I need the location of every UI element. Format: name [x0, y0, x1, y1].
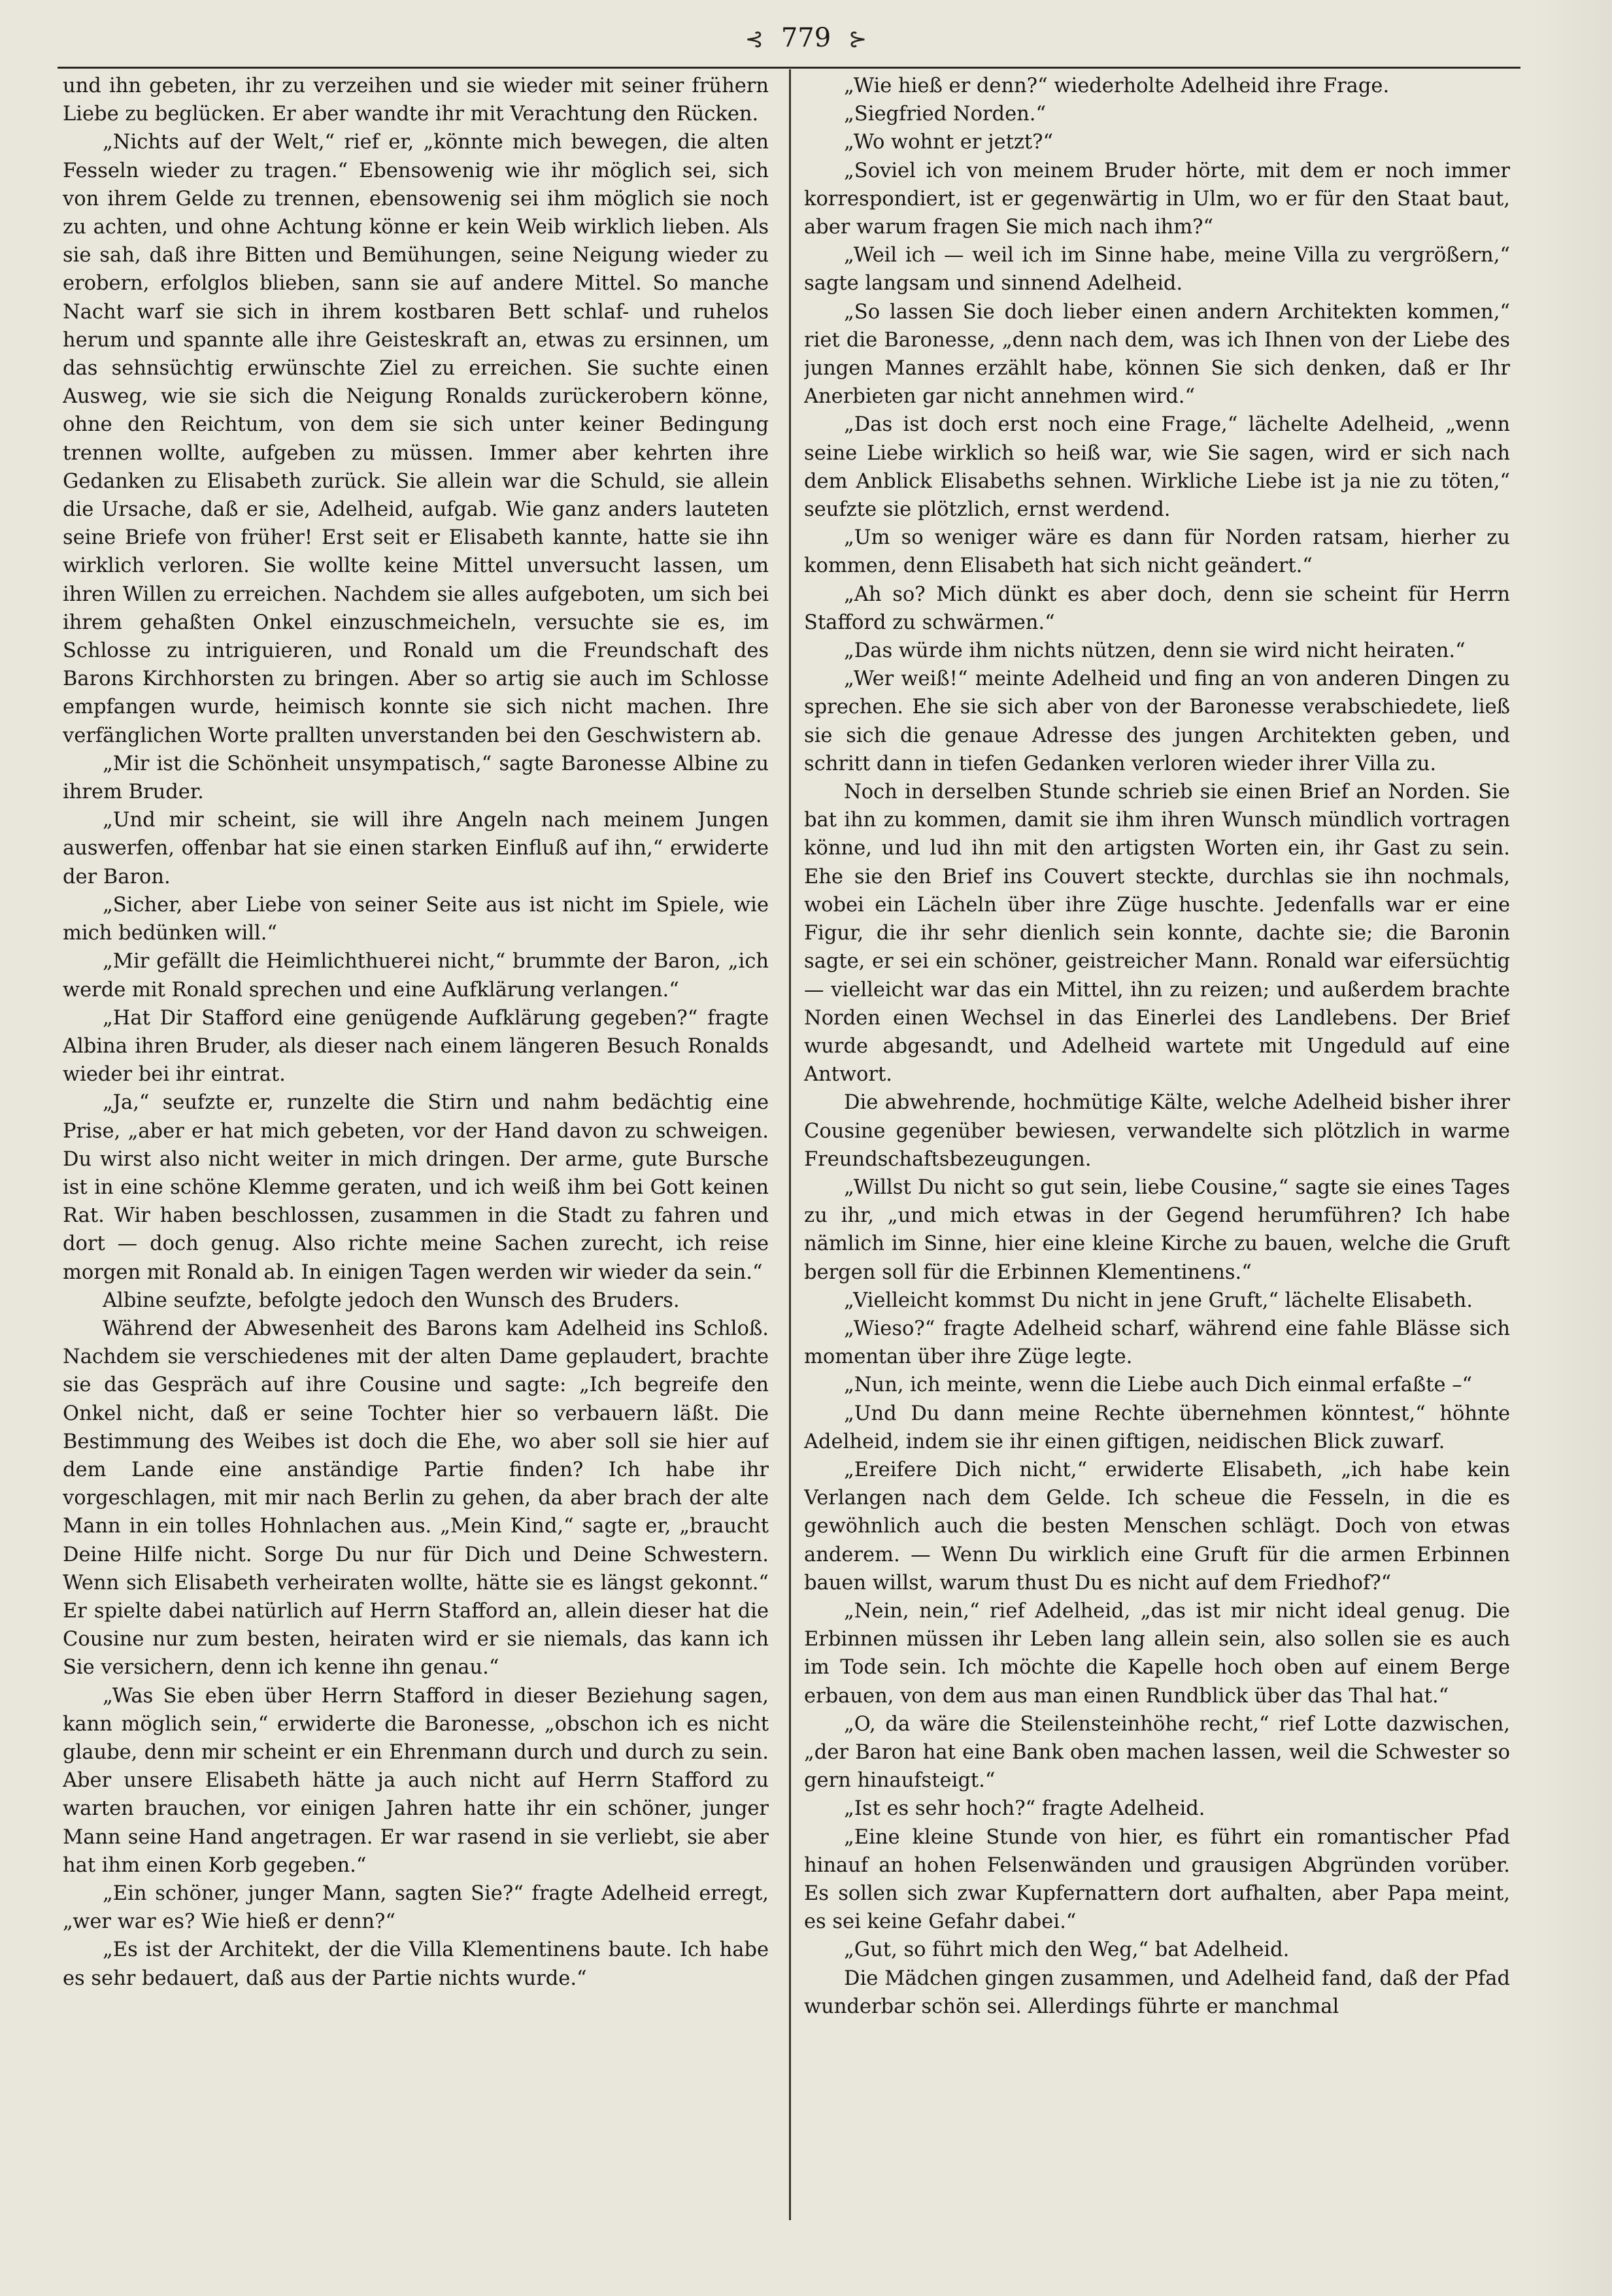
paragraph: „Hat Dir Stafford eine genügende Aufklärung gegeben?“ fragte Albina ihren Bruder, als dieser nach einem längeren Besuch Ronalds wieder bei ihr eintrat. [63, 1006, 769, 1087]
paragraph: „Es ist der Architekt, der die Villa Klementinens baute. Ich habe es sehr bedauert, daß aus der Partie nichts wurde.“ [63, 1938, 769, 1990]
column-divider [789, 69, 791, 2220]
paragraph: „Weil ich — weil ich im Sinne habe, meine Villa zu vergrößern,“ sagte langsam und sinnend Adelheid. [804, 244, 1510, 295]
paragraph: „So lassen Sie doch lieber einen andern Architekten kommen,“ riet die Baronesse, „denn nach dem, was ich Ihnen von der Liebe des jungen Mannes erzählt habe, können Sie sich denken, daß er Ihr Anerbieten gar nicht annehmen wird.“ [804, 300, 1510, 409]
paragraph: „Willst Du nicht so gut sein, liebe Cousine,“ sagte sie eines Tages zu ihr, „und mich etwas in der Gegend herumführen? Ich habe nämlich im Sinne, hier eine kleine Kirche zu bauen, welche die Gruft bergen soll für die Erbinnen Klementinens.“ [804, 1175, 1510, 1284]
paragraph: „Nichts auf der Welt,“ rief er, „könnte mich bewegen, die alten Fesseln wieder zu tragen.“ Ebensowenig wie ihr möglich sei, sich von ihrem Gelde zu trennen, ebensowenig sei ihm möglich sie noch zu achten, und ohne Achtung könne er kein Weib wirklich lieben. Als sie sah, daß ihre Bitten und Bemühungen, seine Neigung wieder zu erobern, erfolglos blieben, sann sie auf andere Mittel. So manche Nacht warf sie sich in ihrem kostbaren Bett schlaf- und ruhelos herum und spannte alle ihre Geisteskraft an, etwas zu ersinnen, um das sehnsüchtig erwünschte Ziel zu erreichen. Sie suchte einen Ausweg, wie sie sich die Neigung Ronalds zurückerobern könne, ohne den Reichtum, von dem sie sich unter keiner Bedingung trennen wollte, aufgeben zu müssen. Immer aber kehrten ihre Gedanken zu Elisabeth zurück. Sie allein war die Schuld, sie allein die Ursache, daß er sie, Adelheid, aufgab. Wie ganz anders lauteten seine Briefe von früher! Erst seit er Elisabeth kannte, hatte sie ihn wirklich verloren. Sie wollte keine Mittel unversucht lassen, um ihren Willen zu erreichen. Nachdem sie alles aufgeboten, um sich bei ihrem gehaßten Onkel einzuschmeicheln, versuchte sie es, im Schlosse zu intriguieren, und Ronald um die Freundschaft des Barons Kirchhorsten zu bringen. Aber so artig sie auch im Schlosse empfangen wurde, heimisch konnte sie sich nicht machen. Ihre verfänglichen Worte prallten unverstanden bei den Geschwistern ab. [63, 131, 769, 747]
paragraph: „Ein schöner, junger Mann, sagten Sie?“ fragte Adelheid erregt, „wer war es? Wie hieß er denn?“ [63, 1882, 769, 1934]
paragraph: „Ist es sehr hoch?“ fragte Adelheid. [844, 1797, 1205, 1821]
paragraph: „Nein, nein,“ rief Adelheid, „das ist mir nicht ideal genug. Die Erbinnen müssen ihr Leben lang allein sein, also sollen sie es auch im Tode sein. Ich möchte die Kapelle hoch oben auf einem Berge erbauen, von dem aus man einen Rundblick über das Thal hat.“ [804, 1599, 1510, 1708]
paragraph: „Wieso?“ fragte Adelheid scharf, während eine fahle Blässe sich momentan über ihre Züge legte. [804, 1317, 1510, 1369]
paragraph: „Ah so? Mich dünkt es aber doch, denn sie scheint für Herrn Stafford zu schwärmen.“ [804, 582, 1510, 634]
paragraph: Die abwehrende, hochmütige Kälte, welche Adelheid bisher ihrer Cousine gegenüber bewiesen, verwandelte sich plötzlich in warme Freundschaftsbezeugungen. [804, 1091, 1510, 1171]
paragraph: „Das ist doch erst noch eine Frage,“ lächelte Adelheid, „wenn seine Liebe wirklich so heiß war, wie Sie sagen, wird er sich nach dem Anblick Elisabeths sehnen. Wirkliche Liebe ist ja nie zu töten,“ seufzte sie plötzlich, ernst werdend. [804, 413, 1510, 522]
left-column [63, 72, 769, 2223]
ornament-left-icon: ⊰ [745, 26, 764, 52]
paragraph: „Ereifere Dich nicht,“ erwiderte Elisabeth, „ich habe kein Verlangen nach dem Gelde. Ich scheue die Fesseln, in die es gewöhnlich auch die besten Menschen schlägt. Doch von etwas anderem. — Wenn Du wirklich eine Gruft für die armen Erbinnen bauen willst, warum thust Du es nicht auf dem Friedhof?“ [804, 1458, 1510, 1595]
paragraph: „Und mir scheint, sie will ihre Angeln nach meinem Jungen auswerfen, offenbar hat sie einen starken Einfluß auf ihn,“ erwiderte der Baron. [63, 809, 769, 888]
page-edge-shade [1534, 0, 1612, 2296]
paragraph: „Soviel ich von meinem Bruder hörte, mit dem er noch immer korrespondiert, ist er gegenwärtig in Ulm, wo er für den Staat baut, aber warum fragen Sie mich nach ihm?“ [804, 159, 1510, 239]
paragraph: Während der Abwesenheit des Barons kam Adelheid ins Schloß. Nachdem sie verschiedenes mit der alten Dame geplaudert, brachte sie das Gespräch auf ihre Cousine und sagte: „Ich begreife den Onkel nicht, daß er seine Tochter hier so verbauern läßt. Die Bestimmung des Weibes ist doch die Ehe, wo aber soll sie hier auf dem Lande eine anständige Partie finden? Ich habe ihr vorgeschlagen, mit mir nach Berlin zu gehen, da aber brach der alte Mann in ein tolles Hohnlachen aus. „Mein Kind,“ sagte er, „braucht Deine Hilfe nicht. Sorge Du nur für Dich und Deine Schwestern. Wenn sich Elisabeth verheiraten wollte, hätte sie es längst gekonnt.“ Er spielte dabei natürlich auf Herrn Stafford an, allein dieser hat die Cousine nur zum besten, heiraten wird er sie niemals, das kann ich Sie versichern, denn ich kenne ihn genau.“ [63, 1317, 769, 1680]
paragraph: „Das würde ihm nichts nützen, denn sie wird nicht heiraten.“ [844, 639, 1466, 663]
paragraph: „Wer weiß!“ meinte Adelheid und fing an von anderen Dingen zu sprechen. Ehe sie sich aber von der Baronesse verabschiedete, ließ sie sich die genaue Adresse des jungen Architekten geben, und schritt dann in tiefen Gedanken verloren wieder ihrer Villa zu. [804, 667, 1510, 775]
paragraph: Albine seufzte, befolgte jedoch den Wunsch des Bruders. [103, 1289, 680, 1312]
paragraph: „Wo wohnt er jetzt?“ [844, 131, 1054, 154]
page-number: 779 [781, 23, 831, 53]
paragraph: „Wie hieß er denn?“ wiederholte Adelheid ihre Frage. [844, 75, 1390, 97]
paragraph: „Nun, ich meinte, wenn die Liebe auch Dich einmal erfaßte –“ [844, 1374, 1473, 1397]
ornament-right-icon: ⊱ [848, 26, 867, 52]
paragraph: Die Mädchen gingen zusammen, und Adelheid fand, daß der Pfad wunderbar schön sei. Allerdings führte er manchmal [804, 1967, 1510, 2018]
paragraph: „Was Sie eben über Herrn Stafford in dieser Beziehung sagen, kann möglich sein,“ erwiderte die Baronesse, „obschon ich es nicht glaube, denn mir scheint er ein Ehrenmann durch und durch zu sein. Aber unsere Elisabeth hätte ja auch nicht auf Herrn Stafford zu warten brauchen, vor einigen Jahren hatte ihr ein schöner, junger Mann seine Hand angetragen. Er war rasend in sie verliebt, sie aber hat ihm einen Korb gegeben.“ [63, 1684, 769, 1877]
paragraph: „Vielleicht kommst Du nicht in jene Gruft,“ lächelte Elisabeth. [844, 1289, 1473, 1312]
header-rule [58, 67, 1520, 69]
paragraph: „Und Du dann meine Rechte übernehmen könntest,“ höhnte Adelheid, indem sie ihr einen giftigen, neidischen Blick zuwarf. [804, 1402, 1510, 1453]
paragraph: und ihn gebeten, ihr zu verzeihen und sie wieder mit seiner frühern Liebe zu beglücken. Er aber wandte ihr mit Verachtung den Rücken. [63, 75, 769, 126]
paragraph: „Sicher, aber Liebe von seiner Seite aus ist nicht im Spiele, wie mich bedünken will.“ [63, 893, 769, 945]
paragraph: „Ja,“ seufzte er, runzelte die Stirn und nahm bedächtig eine Prise, „aber er hat mich gebeten, vor der Hand davon zu schweigen. Du wirst also nicht weiter in mich dringen. Der arme, gute Bursche ist in eine schöne Klemme geraten, und ich weiß ihm bei Gott keinen Rat. Wir haben beschlossen, zusammen in die Stadt zu fahren und dort — doch genug. Also richte meine Sachen zurecht, ich reise morgen mit Ronald ab. In einigen Tagen werden wir wieder da sein.“ [63, 1091, 769, 1284]
paragraph: „Mir gefällt die Heimlichthuerei nicht,“ brummte der Baron, „ich werde mit Ronald sprechen und eine Aufklärung verlangen.“ [63, 950, 769, 1002]
page-header [0, 18, 1612, 58]
paragraph: „Siegfried Norden.“ [844, 103, 1047, 126]
paragraph: „Mir ist die Schönheit unsympatisch,“ sagte Baronesse Albine zu ihrem Bruder. [63, 752, 769, 804]
paragraph: „Gut, so führt mich den Weg,“ bat Adelheid. [844, 1938, 1290, 1962]
paragraph: Noch in derselben Stunde schrieb sie einen Brief an Norden. Sie bat ihn zu kommen, damit sie ihm ihren Wunsch mündlich vortragen könne, und lud ihn mit den artigsten Worten ein, ihr Gast zu sein. Ehe sie den Brief ins Couvert steckte, durchlas sie ihn nochmals, wobei ein Lächeln über ihre Züge huschte. Jedenfalls war er eine Figur, die ihr sehr dienlich sein konnte, dachte sie; die Baronin sagte, er sei ein schöner, geistreicher Mann. Ronald war eifersüchtig — vielleicht war das ein Mittel, ihn zu reizen; und außerdem brachte Norden einen Wechsel in das Einerlei des Landlebens. Der Brief wurde abgesandt, und Adelheid wartete mit Ungeduld auf eine Antwort. [804, 781, 1510, 1087]
right-column [804, 72, 1510, 2223]
paragraph: „O, da wäre die Steilensteinhöhe recht,“ rief Lotte dazwischen, „der Baron hat eine Bank oben machen lassen, weil die Schwester so gern hinaufsteigt.“ [804, 1712, 1510, 1793]
paragraph: „Um so weniger wäre es dann für Norden ratsam, hierher zu kommen, denn Elisabeth hat sich nicht geändert.“ [804, 526, 1510, 578]
paragraph: „Eine kleine Stunde von hier, es führt ein romantischer Pfad hinauf an hohen Felsenwänden und grausigen Abgründen vorüber. Es sollen sich zwar Kupfernattern dort aufhalten, aber Papa meint, es sei keine Gefahr dabei.“ [804, 1825, 1510, 1934]
